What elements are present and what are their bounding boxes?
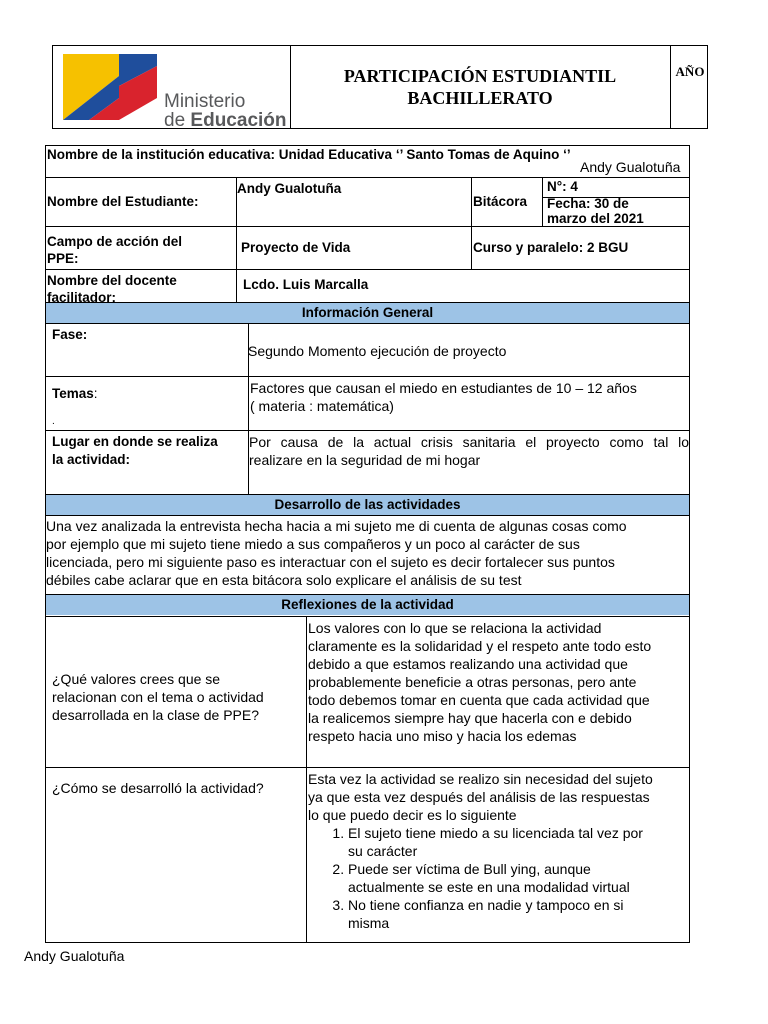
student-label: Nombre del Estudiante: xyxy=(47,194,199,209)
grid-line xyxy=(45,177,689,178)
answer-development-line: lo que puedo decir es lo siguiente xyxy=(308,807,517,823)
answer-values-line: la realicemos siempre hay que hacerla con e debido xyxy=(308,710,632,726)
logo-cell xyxy=(53,46,291,128)
answer-development xyxy=(308,770,688,932)
topics-label xyxy=(52,386,98,402)
topics-value-line1: Factores que causan el miedo en estudiantes de 10 – 12 años xyxy=(250,380,637,396)
teacher-label xyxy=(47,272,177,302)
place-value-line2: realizare en la seguridad de mi hogar xyxy=(249,452,481,468)
grid-line xyxy=(306,616,307,943)
grid-line xyxy=(689,145,690,943)
findings-list xyxy=(308,824,688,932)
answer-values-line: todo debemos tomar en cuenta que cada actividad que xyxy=(308,692,650,708)
findings-item: 3. No tiene confianza en nadie y tampoco en si misma xyxy=(348,896,688,932)
field-value: Proyecto de Vida xyxy=(241,240,351,255)
answer-development-line: ya que esta vez después del análisis de las respuestas xyxy=(308,789,650,805)
document-header xyxy=(52,45,708,129)
field-label-line1: Campo de acción del xyxy=(47,234,183,249)
question-development: ¿Cómo se desarrolló la actividad? xyxy=(52,780,264,796)
topics-value xyxy=(250,379,637,415)
grid-line xyxy=(45,226,689,227)
answer-values xyxy=(308,619,688,745)
grid-line xyxy=(542,177,543,226)
logo-text-line2b: Educación xyxy=(190,110,287,128)
grid-line xyxy=(45,376,689,377)
grid-line xyxy=(45,430,689,431)
teacher-label-line2: facilitador: xyxy=(47,290,117,302)
svg-text:de Educación xyxy=(164,110,287,128)
grid-line xyxy=(45,269,689,270)
logo-text-line2a: de xyxy=(164,110,191,128)
teacher-label-line1: Nombre del docente xyxy=(47,273,177,288)
field-label-line2: PPE: xyxy=(47,251,79,266)
question-values-line: relacionan con el tema o actividad xyxy=(52,689,264,705)
logo-text-line1: Ministerio xyxy=(164,91,246,112)
topics-label-colon: : xyxy=(93,386,98,401)
development-line: Una vez analizada la entrevista hecha hacia a mi sujeto me di cuenta de algunas cosas como xyxy=(46,518,627,534)
findings-item: 2. Puede ser víctima de Bull ying, aunque actualmente se este en una modalidad virtual xyxy=(348,860,688,896)
title-line2: BACHILLERATO xyxy=(407,88,553,108)
grid-line xyxy=(45,323,689,324)
answer-values-line: debido a que estamos realizando una actividad que xyxy=(308,656,628,672)
question-values xyxy=(52,670,302,724)
course-value: Curso y paralelo: 2 BGU xyxy=(473,240,629,255)
place-value-line1: Por causa de la actual crisis sanitaria el proyecto como tal lo xyxy=(249,434,689,450)
footer-author: Andy Gualotuña xyxy=(24,948,125,964)
development-line: licenciada, pero mi siguiente paso es interactuar con el sujeto es decir fortalecer sus puntos xyxy=(46,554,615,570)
title-line1: PARTICIPACIÓN ESTUDIANTIL xyxy=(343,66,617,86)
place-label-line2: la actividad: xyxy=(52,452,131,467)
answer-values-line: respeto hacia uno miso y hacia los edemas xyxy=(308,728,577,744)
place-value xyxy=(249,433,689,469)
institution-name: Nombre de la institución educativa: Unidad Educativa ‘’ Santo Tomas de Aquino ‘’ xyxy=(47,147,571,162)
answer-development-line: Esta vez la actividad se realizo sin necesidad del sujeto xyxy=(308,771,653,787)
field-label xyxy=(47,233,182,267)
phase-label: Fase: xyxy=(52,327,88,342)
answer-values-line: Los valores con lo que se relaciona la actividad xyxy=(308,620,602,636)
bitacora-label: Bitácora xyxy=(473,194,528,209)
development-line: por ejemplo que mi sujeto tiene miedo a sus compañeros y un poco al carácter de sus xyxy=(46,536,580,552)
grid-line xyxy=(471,177,472,269)
student-value: Andy Gualotuña xyxy=(237,181,342,196)
answer-values-line: probablemente beneficie a otras personas, pero ante xyxy=(308,674,637,690)
general-info-band: Información General xyxy=(46,303,689,323)
date-line2: marzo del 2021 xyxy=(547,211,644,226)
document-title xyxy=(290,46,671,128)
bitacora-date xyxy=(547,196,644,226)
grid-line xyxy=(45,942,690,943)
reflections-band: Reflexiones de la actividad xyxy=(46,595,689,615)
topics-dot: . xyxy=(52,416,55,427)
development-text xyxy=(46,517,686,589)
phase-value: Segundo Momento ejecución de proyecto xyxy=(248,343,507,359)
author-top: Andy Gualotuña xyxy=(580,159,681,175)
topics-label-text: Temas xyxy=(52,386,94,401)
teacher-value: Lcdo. Luis Marcalla xyxy=(243,277,369,292)
topics-value-line2: ( materia : matemática) xyxy=(250,398,394,414)
findings-item: 1. El sujeto tiene miedo a su licenciada tal vez por su carácter xyxy=(348,824,688,860)
place-label xyxy=(52,433,218,469)
grid-line xyxy=(45,515,689,516)
answer-values-line: claramente es la solidaridad y el respeto ante todo esto xyxy=(308,638,652,654)
place-label-line1: Lugar en donde se realiza xyxy=(52,434,218,449)
grid-line xyxy=(45,616,689,617)
grid-line xyxy=(45,145,689,146)
date-line1: Fecha: 30 de xyxy=(547,196,629,211)
year-label: AÑO xyxy=(675,64,705,79)
question-values-line: desarrollada en la clase de PPE? xyxy=(52,707,260,723)
grid-line xyxy=(45,767,689,768)
ministerio-educacion-logo xyxy=(59,50,287,128)
question-values-line: ¿Qué valores crees que se xyxy=(52,671,221,687)
bitacora-number: N°: 4 xyxy=(547,179,578,194)
development-band: Desarrollo de las actividades xyxy=(46,495,689,515)
development-line: débiles cabe aclarar que en esta bitácora solo explicare el análisis de su test xyxy=(46,572,522,588)
